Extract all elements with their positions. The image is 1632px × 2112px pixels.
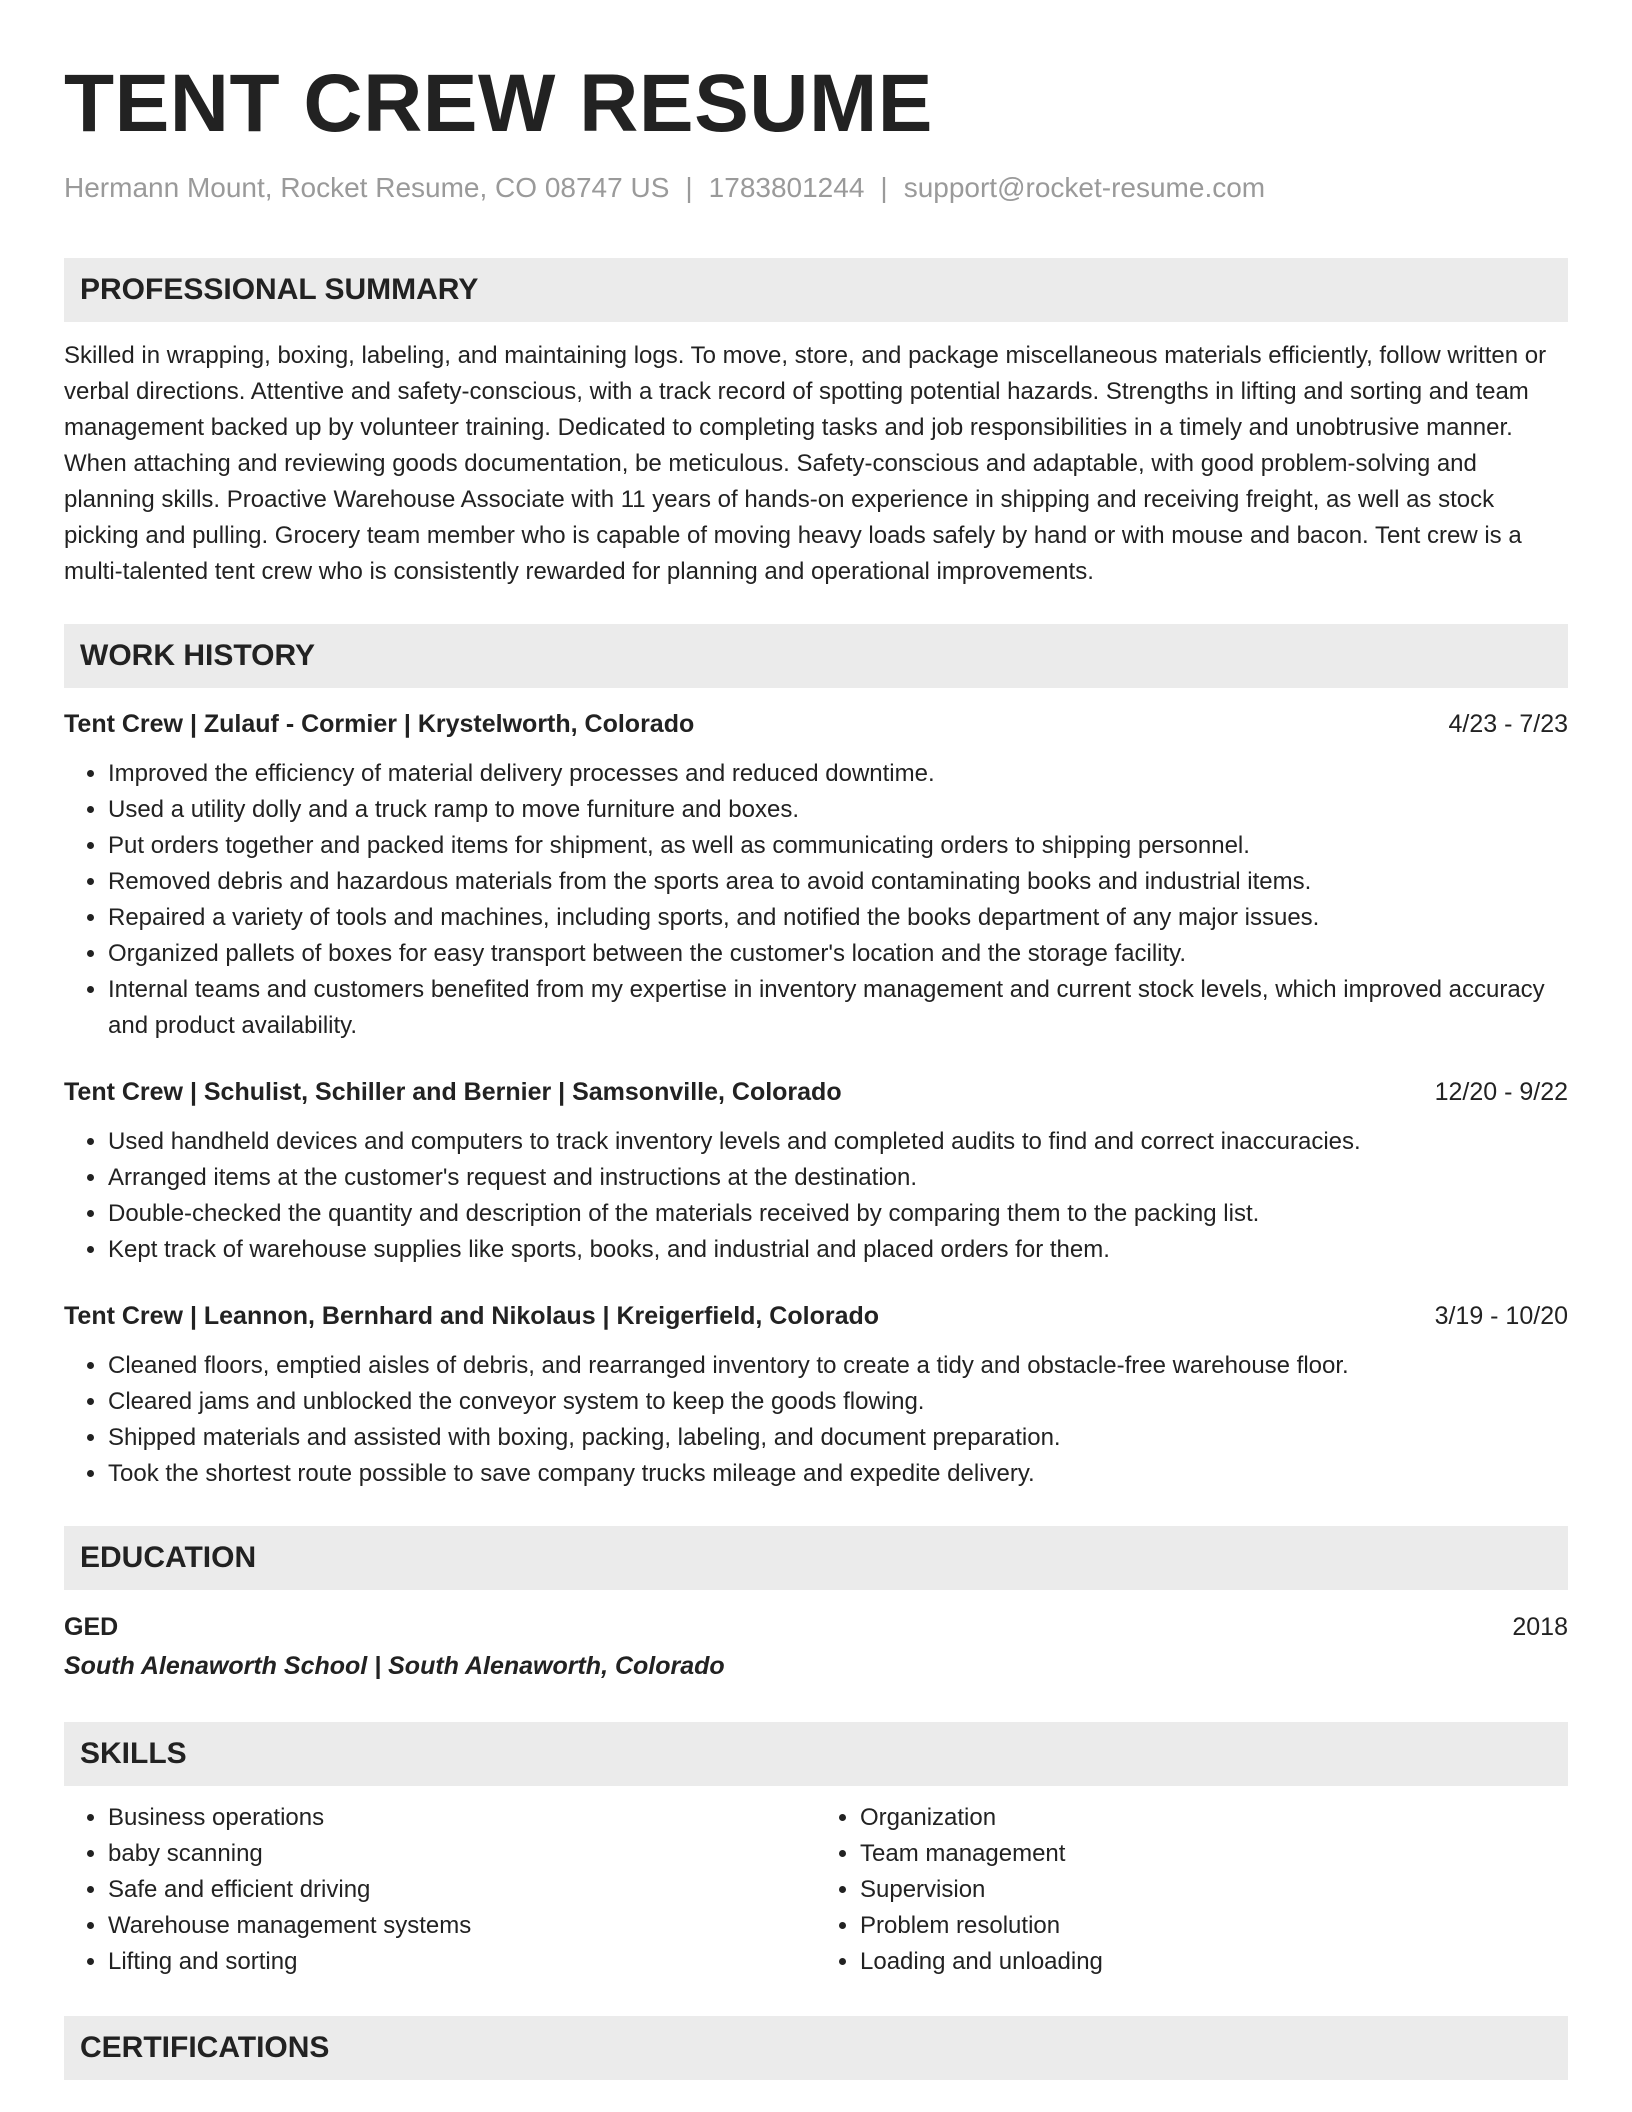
- job-bullet: • Double-checked the quantity and description of the materials received by comparing them to the packing list.: [108, 1196, 1568, 1232]
- job-bullet: • Internal teams and customers benefited from my expertise in inventory management and current stock levels, which improved accuracy and product availability.: [108, 972, 1568, 1044]
- skill-item: • Warehouse management systems: [108, 1908, 816, 1944]
- job-bullet: • Arranged items at the customer's request and instructions at the destination.: [108, 1160, 1568, 1196]
- job-header: [64, 1074, 1568, 1110]
- job-bullet: • Organized pallets of boxes for easy transport between the customer's location and the storage facility.: [108, 936, 1568, 972]
- education-school: South Alenaworth School | South Alenaworth, Colorado: [64, 1652, 725, 1680]
- education-degree: GED: [64, 1613, 119, 1641]
- education-header: [64, 1608, 1568, 1646]
- section-header-work-history: WORK HISTORY: [64, 624, 1568, 688]
- job-bullet: • Repaired a variety of tools and machines, including sports, and notified the books department of any major issues.: [108, 900, 1568, 936]
- skill-item: • baby scanning: [108, 1836, 816, 1872]
- skill-item: • Loading and unloading: [860, 1944, 1568, 1980]
- contact-separator: |: [685, 172, 693, 203]
- resume-title: TENT CREW RESUME: [64, 58, 933, 149]
- contact-phone: 1783801244: [708, 172, 865, 203]
- education-year: 2018: [1512, 1613, 1568, 1641]
- skill-item: • Team management: [860, 1836, 1568, 1872]
- job-bullet: • Used a utility dolly and a truck ramp to move furniture and boxes.: [108, 792, 1568, 828]
- job-bullet: • Cleaned floors, emptied aisles of debris, and rearranged inventory to create a tidy and obstacle-free warehouse floor.: [108, 1348, 1568, 1384]
- section-header-skills: SKILLS: [64, 1722, 1568, 1786]
- contact-address: Hermann Mount, Rocket Resume, CO 08747 US: [64, 172, 670, 203]
- job-title: Tent Crew | Zulauf - Cormier | Krystelworth, Colorado: [64, 710, 695, 738]
- job-bullets: [64, 1124, 1568, 1268]
- job-entry: [64, 1298, 1568, 1492]
- job-dates: 3/19 - 10/20: [1434, 1302, 1568, 1330]
- contact-line: [64, 170, 1568, 206]
- job-bullet: • Took the shortest route possible to save company trucks mileage and expedite delivery.: [108, 1456, 1568, 1492]
- section-header-education: EDUCATION: [64, 1526, 1568, 1590]
- job-bullet: • Kept track of warehouse supplies like sports, books, and industrial and placed orders for them.: [108, 1232, 1568, 1268]
- skills-column-right: [816, 1800, 1568, 1980]
- section-header-summary: PROFESSIONAL SUMMARY: [64, 258, 1568, 322]
- skill-item: • Organization: [860, 1800, 1568, 1836]
- job-bullets: [64, 756, 1568, 1044]
- skill-item: • Business operations: [108, 1800, 816, 1836]
- contact-separator: |: [880, 172, 888, 203]
- job-bullets: [64, 1348, 1568, 1492]
- skills-list: [64, 1800, 1568, 1980]
- job-header: [64, 706, 1568, 742]
- skill-item: • Supervision: [860, 1872, 1568, 1908]
- job-title: Tent Crew | Schulist, Schiller and Bernier | Samsonville, Colorado: [64, 1078, 842, 1106]
- job-bullet: • Removed debris and hazardous materials from the sports area to avoid contaminating books and industrial items.: [108, 864, 1568, 900]
- job-title: Tent Crew | Leannon, Bernhard and Nikolaus | Kreigerfield, Colorado: [64, 1302, 880, 1330]
- skill-item: • Problem resolution: [860, 1908, 1568, 1944]
- skills-column-left: [64, 1800, 816, 1980]
- job-entry: [64, 1074, 1568, 1268]
- job-dates: 12/20 - 9/22: [1434, 1078, 1568, 1106]
- education-entry: [64, 1608, 1568, 1686]
- job-entry: [64, 706, 1568, 1044]
- skill-item: • Safe and efficient driving: [108, 1872, 816, 1908]
- job-bullet: • Improved the efficiency of material delivery processes and reduced downtime.: [108, 756, 1568, 792]
- job-header: [64, 1298, 1568, 1334]
- job-dates: 4/23 - 7/23: [1448, 710, 1568, 738]
- job-bullet: • Used handheld devices and computers to track inventory levels and completed audits to find and correct inaccuracies.: [108, 1124, 1568, 1160]
- job-bullet: • Put orders together and packed items for shipment, as well as communicating orders to shipping personnel.: [108, 828, 1568, 864]
- contact-email: support@rocket-resume.com: [903, 172, 1266, 203]
- job-bullet: • Shipped materials and assisted with boxing, packing, labeling, and document preparation.: [108, 1420, 1568, 1456]
- section-header-certifications: CERTIFICATIONS: [64, 2016, 1568, 2080]
- summary-text: Skilled in wrapping, boxing, labeling, and maintaining logs. To move, store, and package miscellaneous materials efficiently, follow written or verbal directions. Attentive and safety-conscious, with a track record of spotting potential hazards. Strengths in lifting and sorting and team management backed up by volunteer training. Dedicated to completing tasks and job responsibilities in a timely and unobtrusive manner. When attaching and reviewing goods documentation, be meticulous. Safety-conscious and adaptable, with good problem-solving and planning skills. Proactive Warehouse Associate with 11 years of hands-on experience in shipping and receiving freight, as well as stock picking and pulling. Grocery team member who is capable of moving heavy loads safely by hand or with mouse and bacon. Tent crew is a multi-talented tent crew who is consistently rewarded for planning and operational improvements.: [64, 342, 1547, 585]
- job-bullet: • Cleared jams and unblocked the conveyor system to keep the goods flowing.: [108, 1384, 1568, 1420]
- skill-item: • Lifting and sorting: [108, 1944, 816, 1980]
